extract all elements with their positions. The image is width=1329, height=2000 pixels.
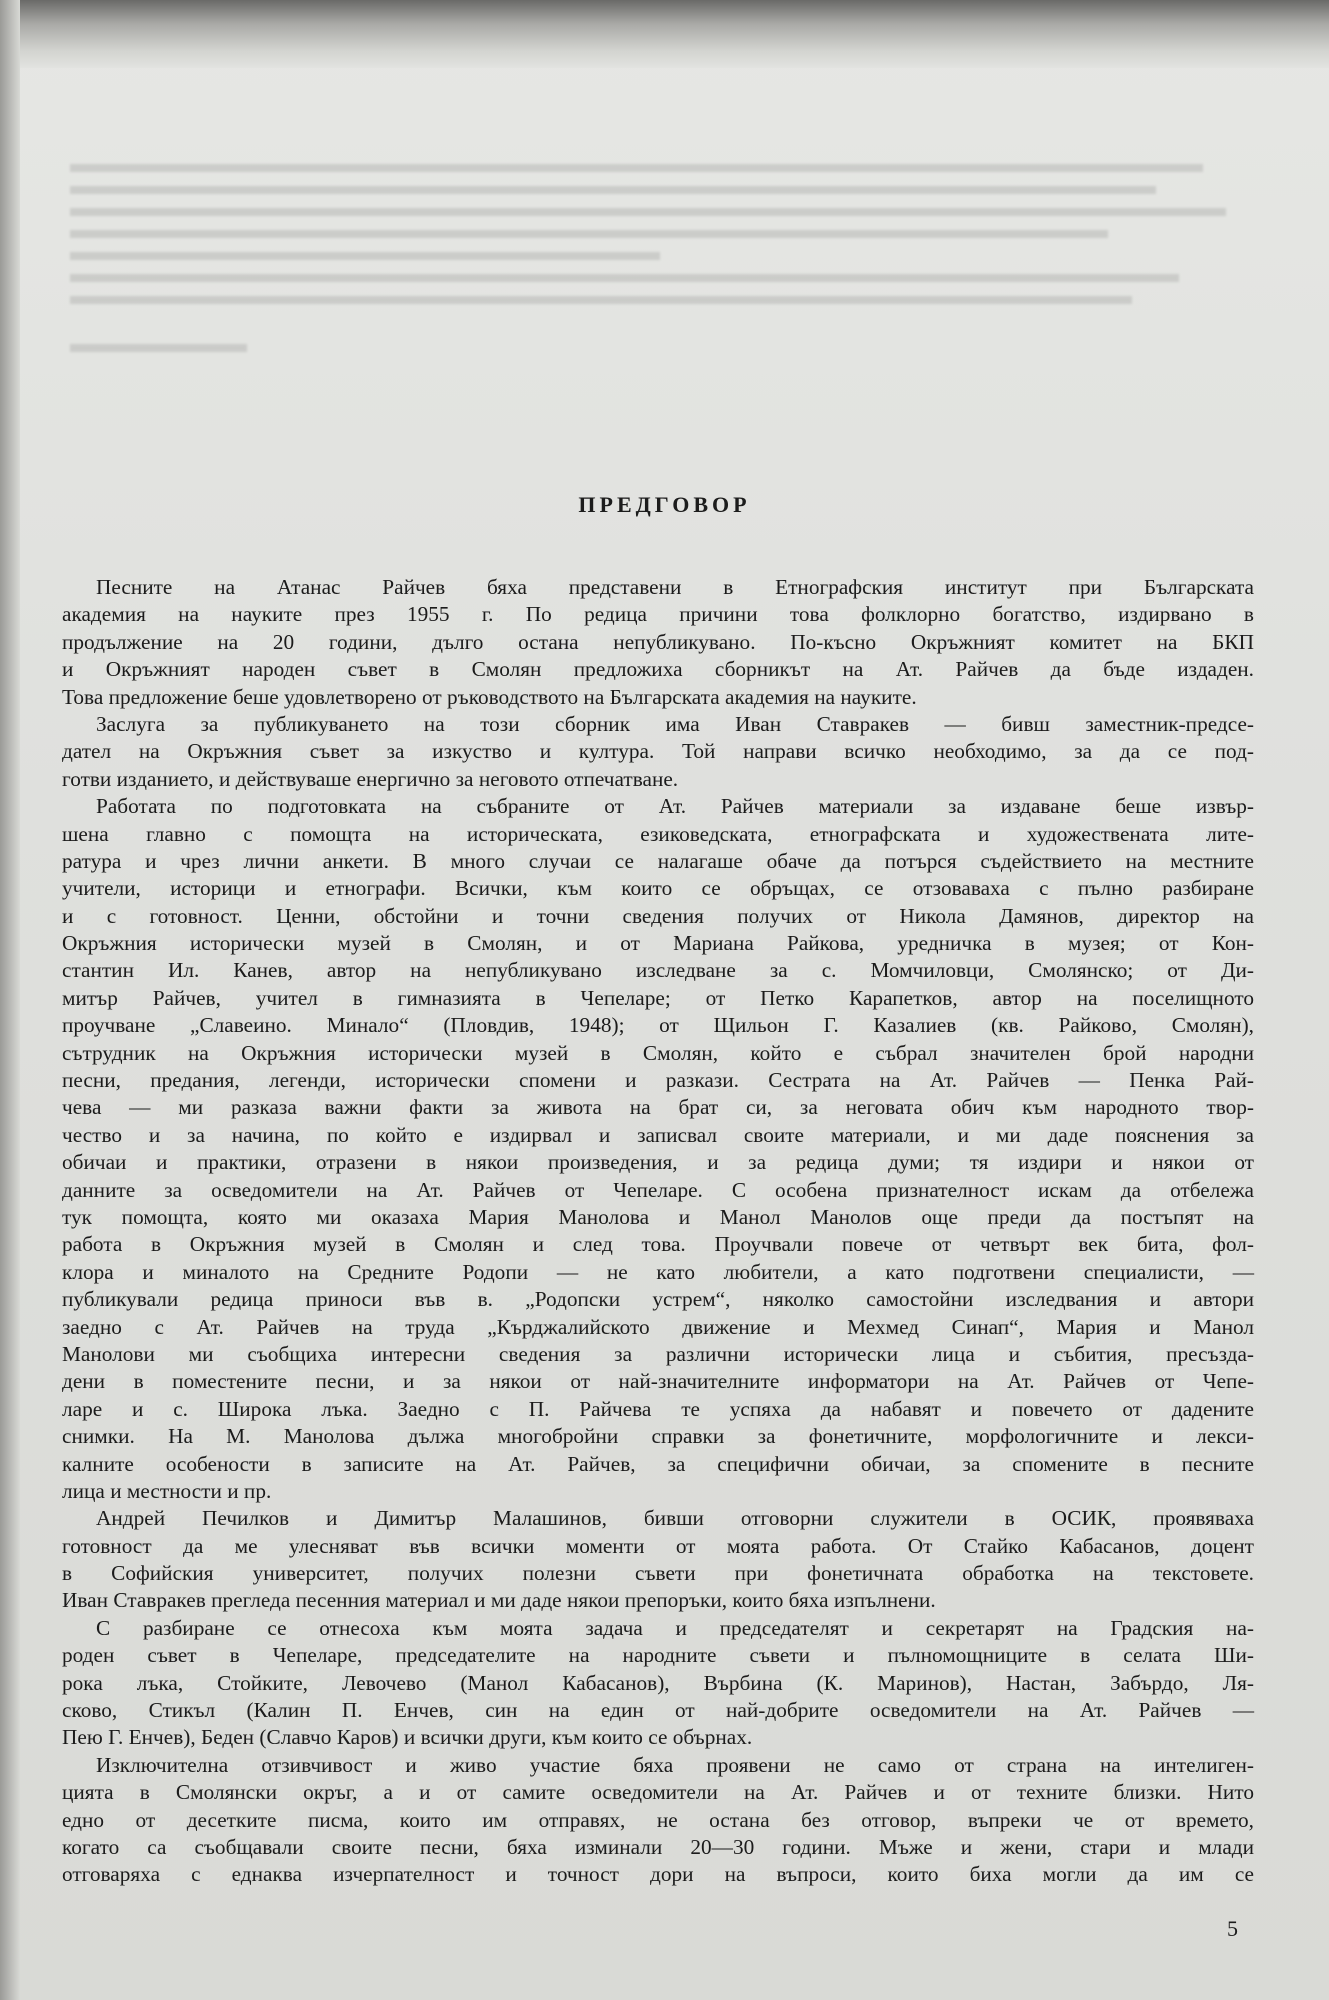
text-line: митър Райчев, учител в гимназията в Чепеларе; от Петко Карапетков, автор на поселищното — [62, 985, 1254, 1010]
text-line: стантин Ил. Канев, автор на непубликувано изследване за с. Момчиловци, Смолянско; от Ди- — [62, 958, 1254, 983]
page-left-edge-shadow — [0, 0, 20, 2000]
text-line: роден съвет в Чепеларе, председателите на народните съвети и пълномощниците в селата Ши- — [62, 1643, 1254, 1668]
text-line: проучване „Славеино. Минало“ (Пловдив, 1948); от Щильон Г. Казалиев (кв. Райково, Смолян), — [62, 1013, 1254, 1038]
text-line: снимки. На М. Манолова дължа многобройни справки за фонетичните, морфологичните и лекси- — [62, 1424, 1254, 1449]
text-line: Изключителна отзивчивост и живо участие бяха проявени не само от страна на интелиген- — [96, 1752, 1254, 1777]
text-line: обичаи и практики, отразени в някои произведения, и за редица думи; тя издири и някои от — [62, 1150, 1254, 1175]
text-line: чева — ми разказа важни факти за живота на брат си, за неговата обич към народното твор- — [62, 1095, 1254, 1120]
text-line: и с готовност. Ценни, обстойни и точни сведения получих от Никола Дамянов, директор на — [62, 903, 1254, 928]
text-line: продължение на 20 години, дълго остана непубликувано. По-късно Окръжният комитет на БКП — [62, 629, 1254, 654]
text-line: Манолови ми съобщиха интересни сведения за различни исторически лица и събития, пресъзда- — [62, 1341, 1254, 1366]
page-title: ПРЕДГОВОР — [578, 492, 751, 517]
text-line: сково, Стикъл (Калин П. Енчев, син на един от най-добрите осведомители на Ат. Райчев — — [62, 1698, 1254, 1723]
text-line: заедно с Ат. Райчев на труда „Кърджалийското движение и Мехмед Синап“, Мария и Манол — [62, 1314, 1254, 1339]
text-line: Това предложение беше удовлетворено от ръководството на Българската академия на науките. — [62, 684, 917, 709]
text-line: Пею Г. Енчев), Беден (Славчо Каров) и всички други, към които се обърнах. — [62, 1725, 753, 1750]
text-line: цията в Смолянски окръг, а и от самите осведомители на Ат. Райчев и от техните близки. Нито — [62, 1780, 1254, 1805]
page-number: 5 — [1227, 1916, 1238, 1941]
text-line: дател на Окръжния съвет за изкуство и култура. Той направи всичко необходимо, за да се под- — [62, 739, 1254, 764]
text-line: Песните на Атанас Райчев бяха представени в Етнографския институт при Българската — [96, 575, 1254, 599]
text-line: учители, историци и етнографи. Всички, към които се обръщах, се отзоваваха с пълно разбиране — [62, 876, 1254, 901]
show-through-text — [70, 150, 1250, 500]
text-line: рока лъка, Стойките, Левочево (Манол Кабасанов), Върбина (К. Маринов), Настан, Забърдо, Ля- — [62, 1670, 1254, 1695]
text-line: Андрей Печилков и Димитър Малашинов, бивши отговорни служители в ОСИК, проявяваха — [96, 1506, 1254, 1531]
text-line: тук помощта, която ми оказаха Мария Манолова и Манол Манолов още преди да постъпят на — [62, 1204, 1254, 1229]
text-line: лица и местности и пр. — [62, 1478, 272, 1503]
text-line: Работата по подготовката на събраните от Ат. Райчев материали за издаване беше извър- — [96, 794, 1254, 819]
text-line: дени в поместените песни, и за някои от най-значителните информатори на Ат. Райчев от Чепе- — [62, 1369, 1254, 1394]
text-line: Заслуга за публикуването на този сборник има Иван Ставракев — бивш заместник-предсе- — [96, 711, 1254, 736]
text-line: отговаряха с еднаква изчерпателност и точност дори на въпроси, които биха могли да им се — [62, 1862, 1254, 1887]
text-line: Окръжния исторически музей в Смолян, и от Мариана Райкова, уредничка в музея; от Кон- — [62, 931, 1254, 956]
text-line: песни, предания, легенди, исторически спомени и разкази. Сестрата на Ат. Райчев — Пенка Рай- — [62, 1068, 1254, 1093]
text-line: Иван Ставракев прегледа песенния материал и ми даде някои препоръки, които бяха изпълнени. — [62, 1588, 936, 1613]
text-line: работа в Окръжния музей в Смолян и след това. Проучвали повече от четвърт век бита, фол- — [62, 1232, 1254, 1257]
text-line: публикували редица приноси във в. „Родопски устрем“, няколко самостойни изследвания и автори — [62, 1287, 1254, 1312]
text-line: чество и за начина, по който е издирвал и записвал своите материали, и ми даде пояснения за — [62, 1122, 1254, 1147]
text-line: данните за осведомители на Ат. Райчев от Чепеларе. С особена признателност искам да отбележа — [62, 1177, 1254, 1202]
text-line: клора и миналото на Средните Родопи — не като любители, а като подготвени специалисти, — — [62, 1259, 1254, 1284]
text-line: ратура и чрез лични анкети. В много случаи се налагаше обаче да потърся съдействието на местните — [62, 848, 1254, 873]
text-line: в Софийския университет, получих полезни съвети при фонетичната обработка на текстовете. — [62, 1561, 1254, 1586]
text-line: сътрудник на Окръжния исторически музей в Смолян, който е събрал значителен брой народни — [62, 1040, 1254, 1065]
page-top-edge-shadow — [0, 0, 1329, 68]
text-line: готовност да ме улесняват във всички моменти от моята работа. От Стайко Кабасанов, доцент — [62, 1533, 1254, 1558]
text-line: калните особености в записите на Ат. Райчев, за специфични обичаи, за спомените в песните — [62, 1451, 1254, 1476]
text-line: когато са съобщавали своите песни, бяха изминали 20—30 години. Мъже и жени, стари и млади — [62, 1834, 1254, 1859]
text-line: едно от десетките писма, които им отправях, не остана без отговор, въпреки че от времето, — [62, 1807, 1254, 1832]
text-line: и Окръжният народен съвет в Смолян предложиха сборникът на Ат. Райчев да бъде издаден. — [62, 657, 1254, 682]
text-line: готви изданието, и действуваше енергично за неговото отпечатване. — [62, 766, 679, 791]
text-line: С разбиране се отнесоха към моята задача и председателят и секретарят на Градския на- — [96, 1615, 1254, 1640]
text-line: академия на науките през 1955 г. По редица причини това фолклорно богатство, издирвано в — [62, 602, 1254, 627]
text-line: ларе и с. Широка лъка. Заедно с П. Райчева те успяха да набавят и повечето от дадените — [62, 1396, 1254, 1421]
text-line: шена главно с помощта на историческата, езиковедската, етнографската и художествената лите- — [62, 821, 1254, 846]
body-text — [62, 574, 1254, 1889]
